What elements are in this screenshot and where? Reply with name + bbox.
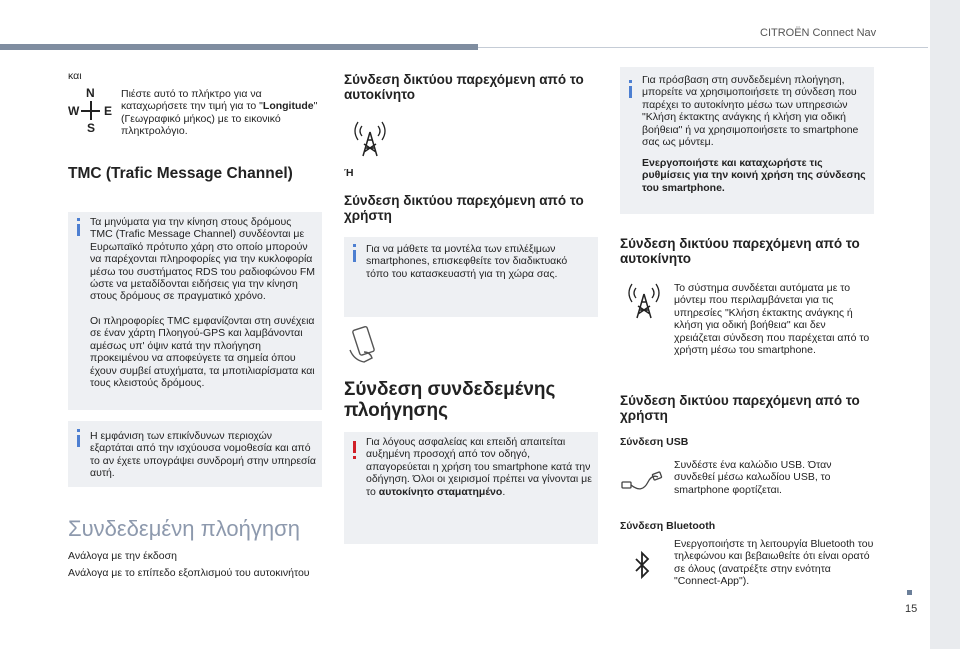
- version-line: Ανάλογα με την έκδοση: [68, 550, 177, 562]
- antenna-icon: [350, 118, 390, 158]
- user-network-title: Σύνδεση δικτύου παρεχόμενη από το χρήστη: [344, 193, 584, 223]
- bluetooth-text: Ενεργοποιήστε τη λειτουργία Bluetooth του τηλεφώνου και βεβαιωθείτε ότι είναι ορατό σε όλους (ανατρέξτε στην ενότητα "Connect-App").: [674, 538, 874, 588]
- warning-icon: [353, 441, 356, 453]
- antenna-icon: [624, 280, 664, 320]
- access-info-bold: Ενεργοποιήστε και καταχωρήστε τις ρυθμίσεις για την κοινή χρήση της σύνδεσης του smartphone.: [642, 157, 866, 194]
- tmc-title: TMC (Trafic Message Channel): [68, 165, 293, 182]
- compass-s: S: [87, 121, 96, 135]
- tmc-info-box: [68, 212, 322, 410]
- compass-icon[interactable]: [66, 86, 116, 136]
- or-text: Ή: [344, 167, 354, 179]
- page-side-strip: [930, 0, 960, 649]
- usb-cable-icon: [622, 468, 662, 498]
- danger-info-text: Η εμφάνιση των επικίνδυνων περιοχών εξαρτάται από την ισχύουσα νομοθεσία και από το αν έχετε υπογράψει συνδρομή στην υπηρεσία αυτή.: [90, 430, 316, 480]
- info-icon: [629, 86, 632, 98]
- header-rule: [478, 47, 928, 48]
- safety-warning-text: Για λόγους ασφαλείας και επειδή απαιτείται αυξημένη προσοχή από τον οδηγό, απαγορεύεται η χρήση του smartphone κατά την οδήγηση. Όλοι οι χειρισμοί πρέπει να γίνονται με το αυτοκίνητο σταματημένο.: [366, 436, 592, 498]
- info-icon: [353, 250, 356, 262]
- danger-info-box: [68, 421, 322, 487]
- tmc-info-text-1: Τα μηνύματα για την κίνηση στους δρόμους TMC (Trafic Message Channel) συνδέονται με Ευρωπαϊκό πρότυπο χάρη στο οποίο μπορούν να παρέχονται πληροφορίες για την κυκλοφορία μέσω του συστήματος RDS του ραδιοφώνου FM ώστε να μεταδίδονται ειδήσεις για την κίνηση στους δρόμους σε πραγματικό χρόνο.: [90, 216, 316, 303]
- access-info-text: Για πρόσβαση στη συνδεδεμένη πλοήγηση, μπορείτε να χρησιμοποιήσετε τη σύνδεση που παρέχει το αυτοκίνητο μέσω των υπηρεσιών "Κλήση έκτακτης ανάγκης ή κλήση για οδική βοήθεια" ή να χρησιμοποιήσετε το smartphone σας ως μόντεμ.: [642, 74, 859, 149]
- car-network-title: Σύνδεση δικτύου παρεχόμενη από το αυτοκίνητο: [344, 72, 584, 102]
- connect-nav-title: Σύνδεση συνδεδεμένης πλοήγησης: [344, 379, 556, 421]
- connected-nav-title: Συνδεδεμένη πλοήγηση: [68, 516, 300, 541]
- header-bar: [0, 44, 478, 50]
- bluetooth-icon: [632, 551, 652, 581]
- user-network-title-2: Σύνδεση δικτύου παρεχόμενη από το χρήστη: [620, 393, 860, 423]
- page-marker: [907, 590, 912, 595]
- hand-phone-icon: [346, 326, 386, 368]
- page-number: 15: [905, 603, 918, 615]
- info-icon: [77, 435, 80, 447]
- usb-text: Συνδέστε ένα καλώδιο USB. Όταν συνδεθεί μέσω καλωδίου USB, το smartphone φορτίζεται.: [674, 459, 832, 496]
- equipment-line: Ανάλογα με το επίπεδο εξοπλισμού του αυτοκινήτου: [68, 567, 310, 579]
- bluetooth-label: Σύνδεση Bluetooth: [620, 520, 716, 532]
- compass-w: W: [68, 104, 80, 118]
- usb-label: Σύνδεση USB: [620, 436, 689, 448]
- kai-text: και: [68, 70, 82, 82]
- compass-e: E: [104, 104, 113, 118]
- smartphone-info-box: [344, 237, 598, 317]
- tmc-info-text-2: Οι πληροφορίες TMC εμφανίζονται στη συνέχεια σε έναν χάρτη Πλοηγού-GPS και λαμβάνονται αμέσως υπ' όψιν κατά την πλοήγηση προκειμένου να αποφεύγετε τα σημεία όπου έχουν συμβεί ατυχήματα, τα μποτιλιαρίσματα και τους κλειστούς δρόμους.: [90, 315, 315, 390]
- car-network-text: Το σύστημα συνδέεται αυτόματα με το μόντεμ που περιλαμβάνεται για τις υπηρεσίες "Κλήση έκτακτης ανάγκης ή κλήση για οδική βοήθεια" και δεν χρειάζεται σύνδεση που παρέχεται από το χρήστη μέσω του smartphone.: [674, 282, 870, 357]
- compass-n: N: [86, 86, 95, 100]
- info-icon: [77, 224, 80, 236]
- longitude-text: Πιέστε αυτό το πλήκτρο για να καταχωρήσετε την τιμή για το "Longitude" (Γεωγραφικό μήκος) με το εικονικό πληκτρολόγιο.: [121, 88, 318, 138]
- header-title: CITROËN Connect Nav: [760, 27, 877, 39]
- safety-warning-box: [344, 432, 598, 544]
- access-info-box: [620, 67, 874, 214]
- car-network-title-2: Σύνδεση δικτύου παρεχόμενη από το αυτοκίνητο: [620, 236, 860, 266]
- smartphone-info-text: Για να μάθετε τα μοντέλα των επιλέξιμων smartphones, επισκεφθείτε τον διαδικτυακό τόπο του κατασκευαστή για τη χώρα σας.: [366, 243, 568, 280]
